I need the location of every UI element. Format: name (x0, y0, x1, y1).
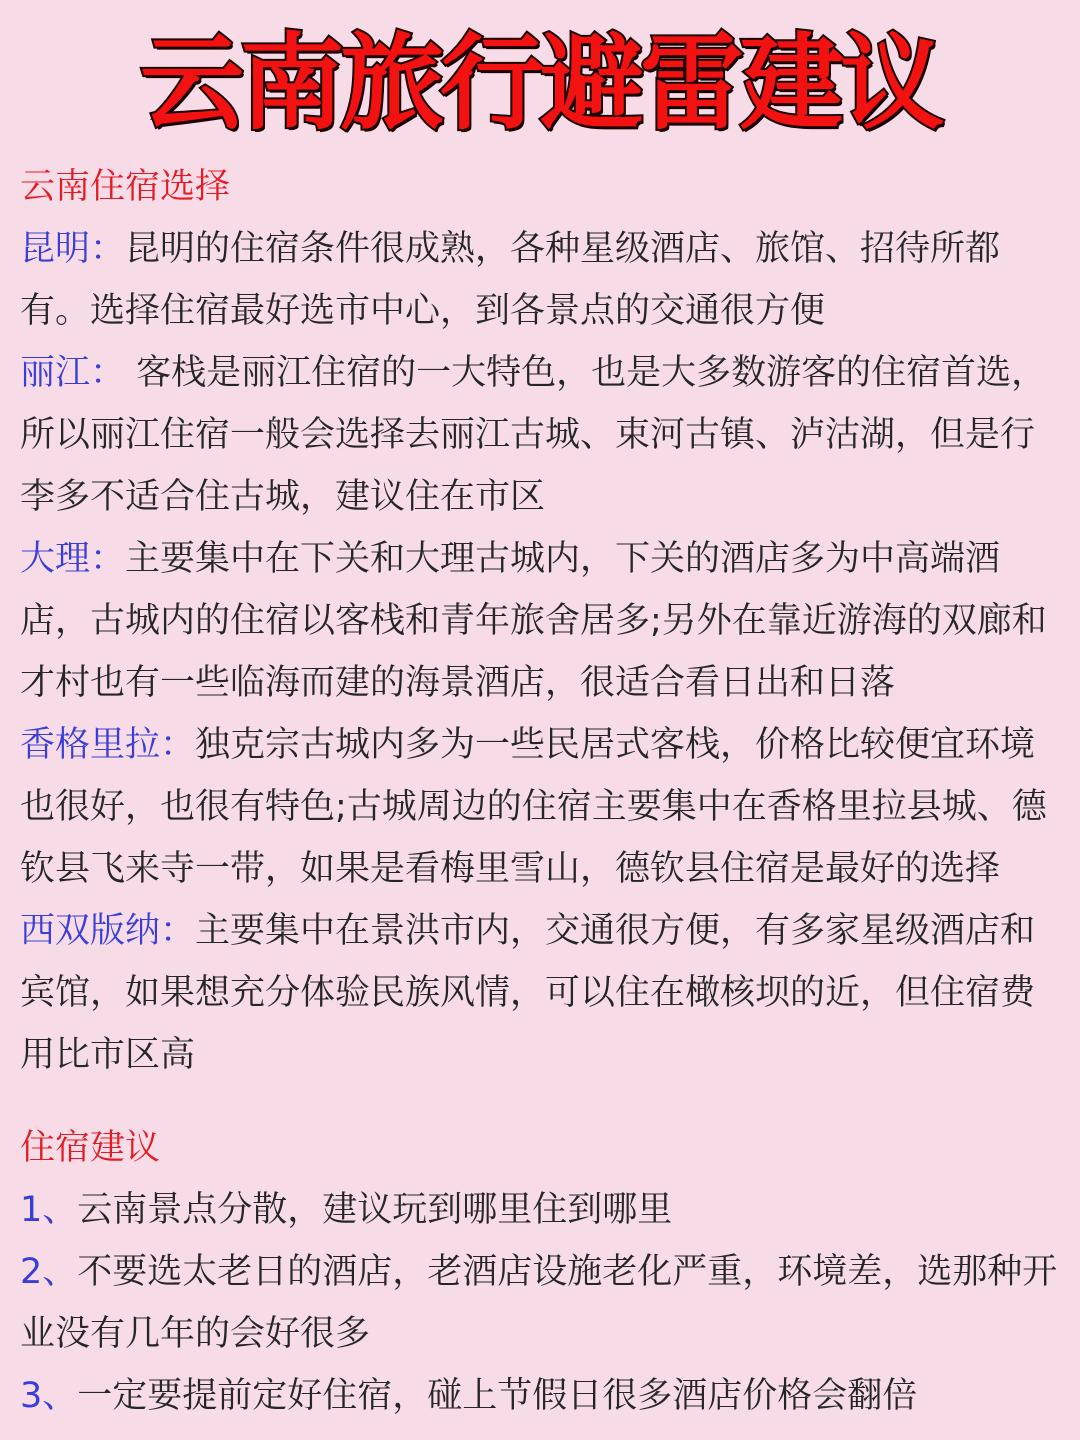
city-text: 主要集中在下关和大理古城内，下关的酒店多为中高端酒店，古城内的住宿以客栈和青年旅舍居多;另外在靠近游海的双廊和才村也有一些临海而建的海景酒店，很适合看日出和日落 (20, 539, 1047, 703)
city-text: 客栈是丽江住宿的一大特色，也是大多数游客的住宿首选，所以丽江住宿一般会选择去丽江古城、束河古镇、泸沽湖，但是行李多不适合住古城，建议住在市区 (20, 353, 1047, 517)
city-paragraph-lijiang (20, 342, 1062, 528)
city-text: 昆明的住宿条件很成熟，各种星级酒店、旅馆、招待所都有。选择住宿最好选市中心，到各景点的交通很方便 (20, 229, 1001, 331)
page-title: 云南旅行避雷建议 (139, 22, 940, 144)
section-heading-accommodation-tips: 住宿建议 (20, 1128, 161, 1168)
tip-number: 3、 (20, 1376, 78, 1416)
city-label: 大理： (20, 539, 126, 579)
tip-number: 1、 (20, 1190, 78, 1230)
tip-text: 不要选太老日的酒店，老酒店设施老化严重，环境差，选那种开业没有几年的会好很多 (20, 1252, 1058, 1354)
city-label: 西双版纳： (20, 911, 196, 951)
city-text: 主要集中在景洪市内，交通很方便，有多家星级酒店和宾馆，如果想充分体验民族风情，可以住在橄核坝的近，但住宿费用比市区高 (20, 911, 1036, 1075)
tip-text: 云南景点分散，建议玩到哪里住到哪里 (77, 1190, 673, 1230)
city-paragraph-kunming (20, 218, 1062, 342)
city-paragraph-shangri-la (20, 714, 1062, 900)
city-label: 丽江： (20, 353, 126, 393)
city-paragraph-xishuangbanna (20, 900, 1062, 1086)
city-paragraph-dali (20, 528, 1062, 714)
tip-item (20, 1179, 1062, 1241)
tip-number: 2、 (20, 1252, 78, 1292)
city-label: 昆明： (20, 229, 126, 269)
article-body (20, 156, 1062, 1427)
section-spacer (20, 1086, 1062, 1117)
tip-item (20, 1365, 1062, 1427)
city-text: 独克宗古城内多为一些民居式客栈，价格比较便宜环境也很好，也很有特色;古城周边的住宿主要集中在香格里拉县城、德钦县飞来寺一带，如果是看梅里雪山，德钦县住宿是最好的选择 (20, 725, 1047, 889)
tip-item (20, 1241, 1062, 1365)
tip-text: 一定要提前定好住宿，碰上节假日很多酒店价格会翻倍 (77, 1376, 918, 1416)
city-label: 香格里拉： (20, 725, 196, 765)
section-heading-accommodation-choice: 云南住宿选择 (20, 167, 231, 207)
